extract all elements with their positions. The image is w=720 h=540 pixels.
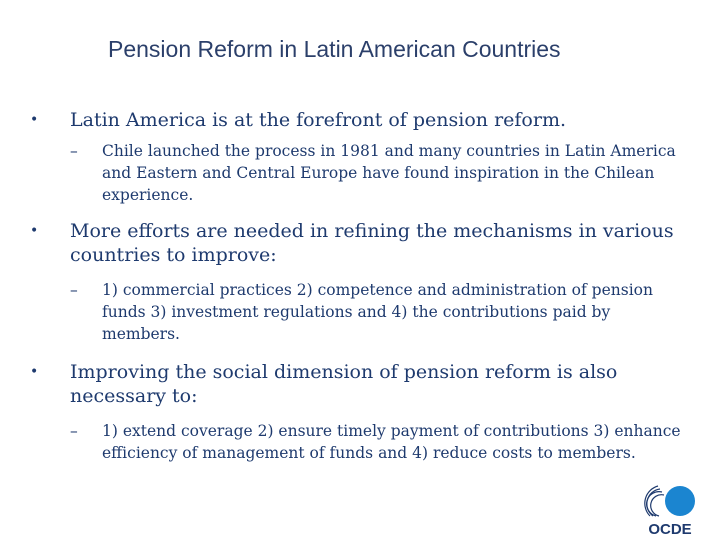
sub-bullet-3-text: 1) extend coverage 2) ensure timely payment of contributions 3) enhance efficiency of management of funds and 4) reduce costs to members. bbox=[102, 422, 681, 462]
bullet-2 bbox=[30, 219, 680, 267]
logo-text: OCDE bbox=[648, 521, 692, 536]
bullet-marker: • bbox=[30, 364, 39, 380]
logo-arcs bbox=[645, 486, 664, 516]
bullet-marker: • bbox=[30, 112, 39, 128]
sub-bullet-marker: – bbox=[70, 422, 78, 440]
bullet-3-text: Improving the social dimension of pension reform is also necessary to: bbox=[70, 361, 618, 407]
sub-bullet-marker: – bbox=[70, 142, 78, 160]
ocde-logo bbox=[640, 480, 700, 536]
logo-circle bbox=[665, 486, 695, 516]
sub-bullet-3 bbox=[70, 420, 685, 464]
sub-bullet-2 bbox=[70, 279, 685, 345]
bullet-marker: • bbox=[30, 223, 39, 239]
sub-bullet-marker: – bbox=[70, 281, 78, 299]
bullet-1-text: Latin America is at the forefront of pension reform. bbox=[70, 109, 567, 131]
bullet-2-text: More efforts are needed in refining the mechanisms in various countries to improve: bbox=[70, 220, 674, 266]
slide-title: Pension Reform in Latin American Countries bbox=[108, 36, 561, 62]
bullet-1 bbox=[30, 108, 680, 132]
sub-bullet-1 bbox=[70, 140, 685, 206]
bullet-3 bbox=[30, 360, 680, 408]
sub-bullet-2-text: 1) commercial practices 2) competence and administration of pension funds 3) investment regulations and 4) the contributions paid by members. bbox=[102, 281, 653, 343]
sub-bullet-1-text: Chile launched the process in 1981 and many countries in Latin America and Eastern and Central Europe have found inspiration in the Chilean experience. bbox=[102, 142, 676, 204]
